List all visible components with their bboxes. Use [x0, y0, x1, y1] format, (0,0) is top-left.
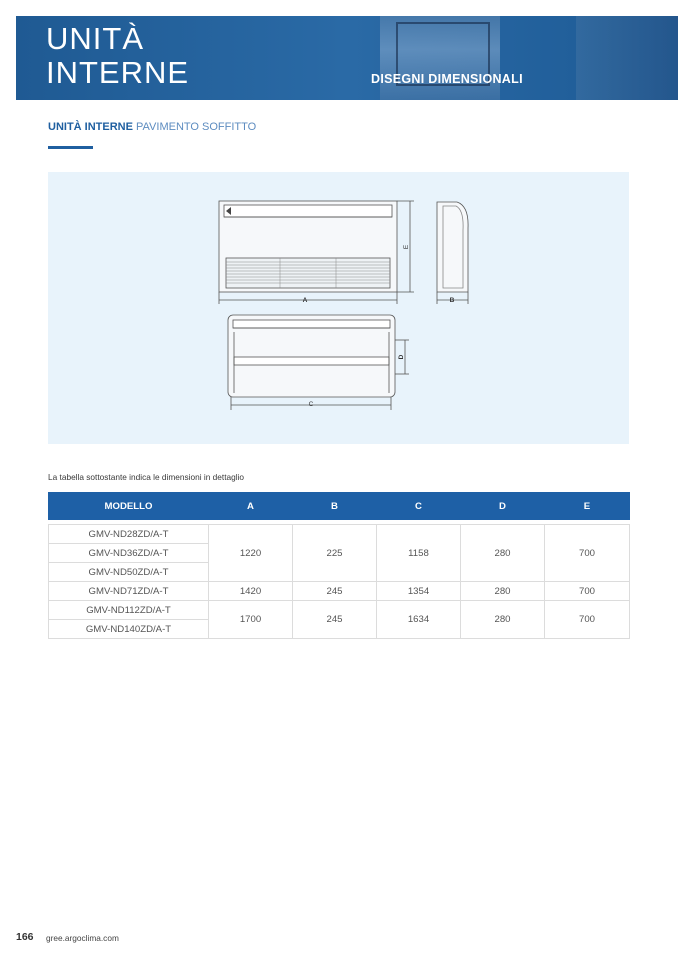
value-d: 280: [461, 582, 545, 601]
header-d: D: [461, 492, 545, 520]
model-cell: GMV-ND112ZD/A-T: [49, 601, 209, 620]
section-title-strong: UNITÀ INTERNE: [48, 121, 133, 133]
section-title-light: PAVIMENTO SOFFITTO: [136, 121, 257, 133]
value-b: 245: [293, 601, 377, 639]
table-header-row: [49, 492, 630, 520]
value-e: 700: [545, 582, 630, 601]
value-c: 1354: [377, 582, 461, 601]
header-e: E: [545, 492, 630, 520]
header-a: A: [209, 492, 293, 520]
table-row: [49, 582, 630, 601]
value-a: 1420: [209, 582, 293, 601]
header-modello: MODELLO: [49, 492, 209, 520]
model-cell: GMV-ND28ZD/A-T: [49, 525, 209, 544]
dimension-drawing: [48, 172, 629, 444]
table-row: [49, 525, 630, 544]
value-d: 280: [461, 525, 545, 582]
page-number: 166: [16, 931, 34, 943]
table-row: [49, 601, 630, 620]
header-b: B: [293, 492, 377, 520]
table-intro-text: La tabella sottostante indica le dimensioni in dettaglio: [48, 472, 245, 482]
side-view-body: [437, 202, 468, 292]
model-cell: GMV-ND36ZD/A-T: [49, 544, 209, 563]
header-c: C: [377, 492, 461, 520]
dimension-label-a: A: [302, 297, 308, 304]
page-title: [46, 22, 189, 90]
value-b: 245: [293, 582, 377, 601]
banner-photo-pane: [576, 16, 678, 100]
page-title-line2: INTERNE: [46, 55, 190, 90]
dimension-label-b: B: [449, 297, 455, 304]
value-b: 225: [293, 525, 377, 582]
dimension-drawing-panel: [48, 172, 629, 444]
model-cell: GMV-ND50ZD/A-T: [49, 563, 209, 582]
footer-url[interactable]: gree.argoclima.com: [46, 933, 119, 943]
header-banner: [16, 16, 678, 100]
section-underline: [48, 146, 93, 149]
dimension-label-d: D: [398, 354, 405, 360]
value-a: 1220: [209, 525, 293, 582]
dimension-label-c: C: [308, 401, 314, 408]
section-title: [48, 121, 256, 133]
value-c: 1158: [377, 525, 461, 582]
model-cell: GMV-ND71ZD/A-T: [49, 582, 209, 601]
model-cell: GMV-ND140ZD/A-T: [49, 620, 209, 639]
page-title-line1: UNITÀ: [46, 21, 144, 56]
dimensions-table: [48, 492, 630, 639]
value-e: 700: [545, 601, 630, 639]
dimension-label-e: E: [403, 244, 410, 250]
value-c: 1634: [377, 601, 461, 639]
page-subtitle: DISEGNI DIMENSIONALI: [371, 72, 523, 86]
value-d: 280: [461, 601, 545, 639]
value-e: 700: [545, 525, 630, 582]
value-a: 1700: [209, 601, 293, 639]
